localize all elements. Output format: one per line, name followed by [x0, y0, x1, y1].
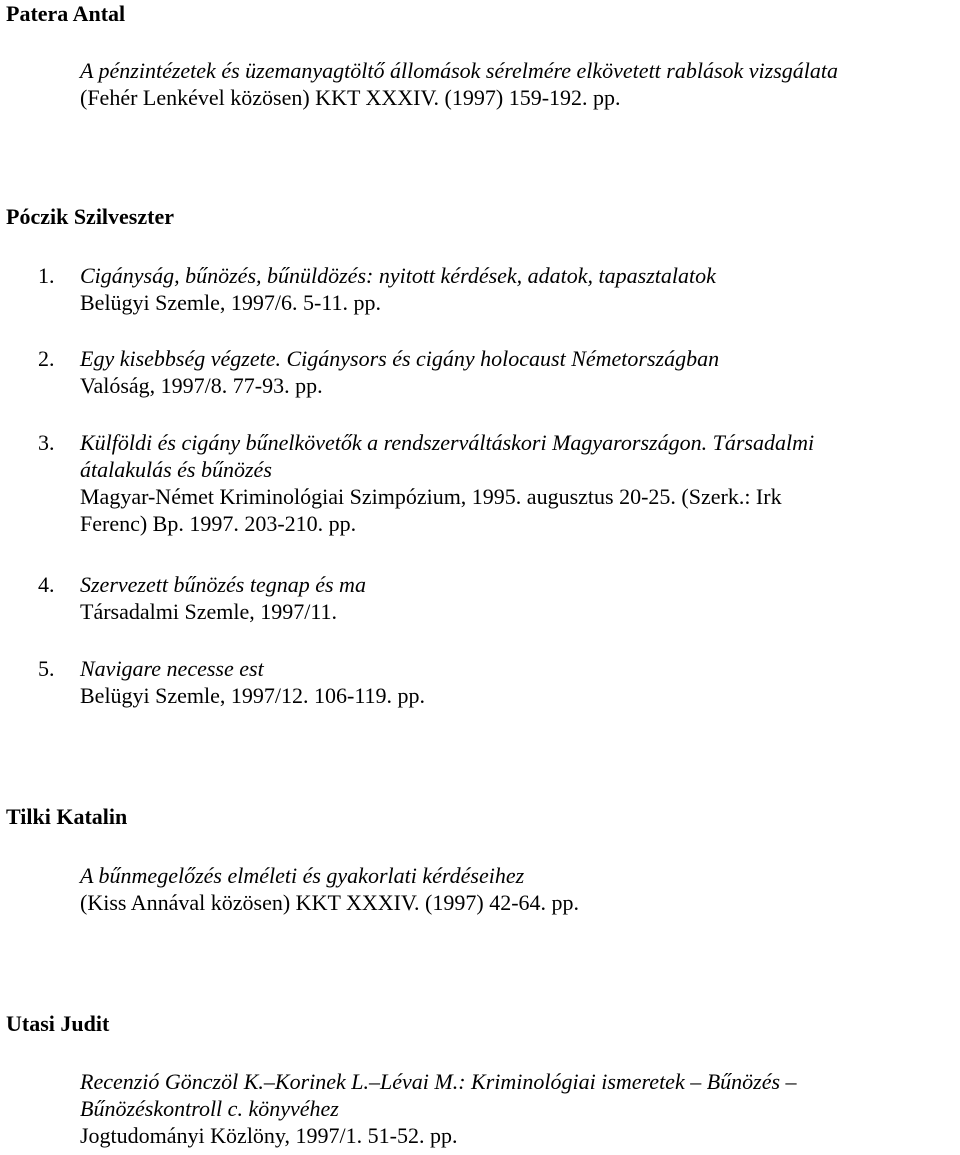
publication-entry: [38, 571, 956, 625]
publication-source: Belügyi Szemle, 1997/12. 106-119. pp.: [80, 683, 426, 708]
publication-title: Külföldi és cigány bűnelkövetők a rendszerváltáskori Magyarországon. Társadalmi: [80, 430, 815, 455]
publication-source: (Kiss Annával közösen) KKT XXXIV. (1997) 42-64. pp.: [80, 890, 580, 915]
publication-title: átalakulás és bűnözés: [80, 457, 272, 482]
publication-title: A pénzintézetek és üzemanyagtöltő állomások sérelmére elkövetett rablások vizsgálata: [80, 58, 839, 83]
author-name: Utasi Judit: [6, 1011, 110, 1036]
publication-entry: [38, 655, 956, 709]
publication-source: Belügyi Szemle, 1997/6. 5-11. pp.: [80, 290, 382, 315]
publication-title: Navigare necesse est: [80, 656, 264, 681]
item-number: 4.: [38, 572, 55, 597]
publication-entry: [80, 1068, 956, 1149]
publication-source: Valóság, 1997/8. 77-93. pp.: [80, 373, 323, 398]
item-number: 5.: [38, 656, 55, 681]
publication-source: Társadalmi Szemle, 1997/11.: [80, 599, 338, 624]
publication-source: (Fehér Lenkével közösen) KKT XXXIV. (1997) 159-192. pp.: [80, 85, 621, 110]
item-number: 2.: [38, 346, 55, 371]
publication-entry: [38, 429, 956, 537]
publication-entry: [80, 862, 956, 916]
publication-title: Cigányság, bűnözés, bűnüldözés: nyitott kérdések, adatok, tapasztalatok: [80, 263, 716, 288]
publication-source: Magyar-Német Kriminológiai Szimpózium, 1995. augusztus 20-25. (Szerk.: Irk: [80, 484, 782, 509]
item-number: 3.: [38, 430, 55, 455]
author-name: Tilki Katalin: [6, 804, 128, 829]
publication-source: Jogtudományi Közlöny, 1997/1. 51-52. pp.: [80, 1123, 458, 1148]
publication-entry: [38, 345, 956, 399]
item-number: 1.: [38, 263, 55, 288]
author-name: Póczik Szilveszter: [6, 204, 174, 229]
publication-title: Recenzió Gönczöl K.–Korinek L.–Lévai M.: Kriminológiai ismeretek – Bűnözés –: [80, 1069, 797, 1094]
publication-entry: [38, 262, 956, 316]
publication-title: Egy kisebbség végzete. Cigánysors és cigány holocaust Németországban: [80, 346, 720, 371]
publication-title: Szervezett bűnözés tegnap és ma: [80, 572, 366, 597]
publication-title: Bűnözéskontroll c. könyvéhez: [80, 1096, 339, 1121]
publication-title: A bűnmegelőzés elméleti és gyakorlati kérdéseihez: [80, 863, 525, 888]
publication-source: Ferenc) Bp. 1997. 203-210. pp.: [80, 511, 357, 536]
publication-entry: [80, 57, 956, 111]
author-name: Patera Antal: [6, 1, 126, 26]
